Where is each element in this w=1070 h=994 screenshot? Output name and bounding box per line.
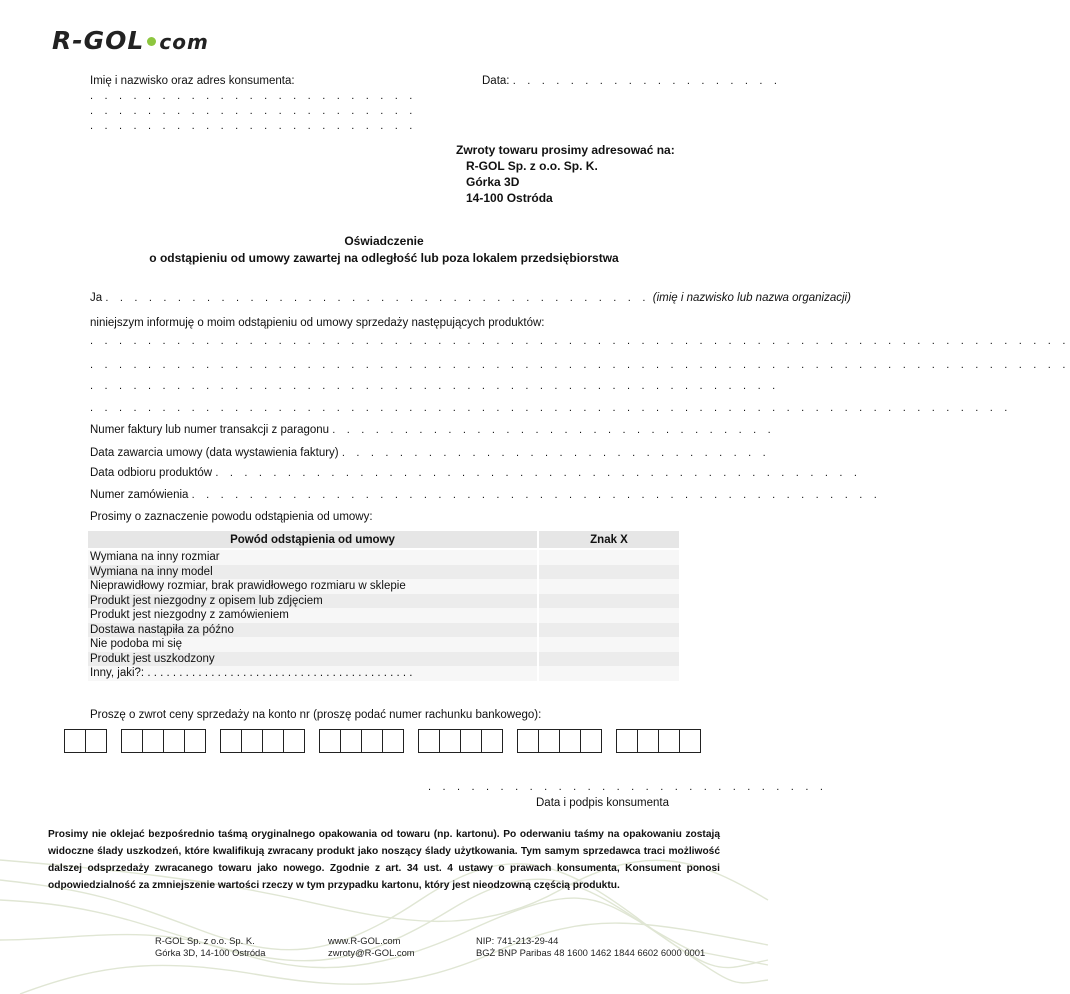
- refund-prompt: Proszę o zwrot ceny sprzedaży na konto nr (proszę podać numer rachunku bankowego):: [90, 709, 542, 721]
- products-line-2[interactable]: . . . . . . . . . . . . . . . . . . . . . . . . . . . . . . . . . . . . . . . . . . . . . . . . . . . . . . . . . . . . . . . . . . . .: [90, 359, 1070, 371]
- title-line-1: Oświadczenie: [344, 234, 424, 248]
- return-address: [456, 142, 675, 206]
- reason-mark-cell[interactable]: [538, 666, 679, 681]
- reason-mark-cell[interactable]: [538, 637, 679, 652]
- contract-date-dots: . . . . . . . . . . . . . . . . . . . . . . . . . . . . . .: [341, 447, 770, 459]
- date-dots: . . . . . . . . . . . . . . . . . . .: [512, 75, 782, 87]
- footer-bank-account: BGŻ BNP Paribas 48 1600 1462 1844 6602 6000 0001: [476, 947, 706, 958]
- footer-email[interactable]: zwroty@R-GOL.com: [328, 947, 415, 958]
- reason-prompt: Prosimy o zaznaczenie powodu odstąpienia od umowy:: [90, 511, 373, 523]
- mark-column-header: Znak X: [538, 531, 679, 549]
- inform-text: niniejszym informuję o moim odstąpieniu od umowy sprzedaży następujących produktów:: [90, 317, 545, 329]
- logo-domain: com: [159, 30, 209, 54]
- table-row: [88, 594, 679, 609]
- reason-label: Nie podoba mi się: [88, 637, 538, 652]
- products-line-4[interactable]: . . . . . . . . . . . . . . . . . . . . . . . . . . . . . . . . . . . . . . . . . . . . . . . . . . . . . . . . . . . . . . . .: [90, 402, 1012, 414]
- ja-hint: (imię i nazwisko lub nazwa organizacji): [652, 292, 851, 304]
- account-digit-group[interactable]: [220, 729, 305, 753]
- footer-company-address: Górka 3D, 14-100 Ostróda: [155, 947, 266, 958]
- account-digit-group[interactable]: [319, 729, 404, 753]
- table-row: [88, 565, 679, 580]
- bank-account-boxes: [64, 729, 701, 753]
- reason-mark-cell[interactable]: [538, 623, 679, 638]
- consumer-line-1[interactable]: . . . . . . . . . . . . . . . . . . . . . . .: [90, 90, 417, 102]
- return-line-2: Górka 3D: [466, 175, 520, 189]
- company-logo: [52, 26, 209, 55]
- table-row: [88, 549, 679, 565]
- return-heading: Zwroty towaru prosimy adresować na:: [456, 143, 675, 157]
- contract-date-field[interactable]: [90, 447, 770, 459]
- order-label: Numer zamówienia: [90, 489, 189, 501]
- logo-text: R-GOL: [52, 26, 145, 55]
- date-field[interactable]: [482, 75, 781, 87]
- reason-label: Produkt jest niezgodny z opisem lub zdjęciem: [88, 594, 538, 609]
- table-row: [88, 666, 679, 681]
- signature-label: Data i podpis konsumenta: [536, 797, 669, 809]
- consumer-label: Imię i nazwisko oraz adres konsumenta:: [90, 75, 295, 87]
- reason-mark-cell[interactable]: [538, 594, 679, 609]
- reason-label: Dostawa nastąpiła za późno: [88, 623, 538, 638]
- footer-company: [155, 935, 265, 959]
- invoice-label: Numer faktury lub numer transakcji z paragonu: [90, 424, 330, 436]
- invoice-dots: . . . . . . . . . . . . . . . . . . . . . . . . . . . . . . .: [332, 424, 775, 436]
- table-row: [88, 579, 679, 594]
- reason-label: Wymiana na inny model: [88, 565, 538, 580]
- consumer-line-3[interactable]: . . . . . . . . . . . . . . . . . . . . . . .: [90, 120, 417, 132]
- products-line-1[interactable]: . . . . . . . . . . . . . . . . . . . . . . . . . . . . . . . . . . . . . . . . . . . . . . . . . . . . . . . . . . . . . . . . . . . .: [90, 335, 1070, 347]
- order-dots: . . . . . . . . . . . . . . . . . . . . . . . . . . . . . . . . . . . . . . . . . . . . . . . .: [191, 489, 881, 501]
- reason-label: Produkt jest uszkodzony: [88, 652, 538, 667]
- receipt-date-label: Data odbioru produktów: [90, 467, 213, 479]
- title-line-2: o odstąpieniu od umowy zawartej na odległość lub poza lokalem przedsiębiorstwa: [149, 251, 619, 265]
- footer-nip: NIP: 741-213-29-44: [476, 935, 559, 946]
- name-field[interactable]: [90, 292, 851, 304]
- return-line-1: R-GOL Sp. z o.o. Sp. K.: [466, 159, 598, 173]
- reason-column-header: Powód odstąpienia od umowy: [88, 531, 538, 549]
- products-line-3[interactable]: . . . . . . . . . . . . . . . . . . . . . . . . . . . . . . . . . . . . . . . . . . . . . . . .: [90, 380, 780, 392]
- document-title: [0, 233, 768, 267]
- table-row: [88, 652, 679, 667]
- reason-table: [88, 531, 679, 681]
- account-digit-group[interactable]: [64, 729, 107, 753]
- account-digit-group[interactable]: [418, 729, 503, 753]
- account-digit-group[interactable]: [121, 729, 206, 753]
- table-row: [88, 623, 679, 638]
- account-digit-group[interactable]: [517, 729, 602, 753]
- return-line-3: 14-100 Ostróda: [466, 191, 553, 205]
- table-row: [88, 608, 679, 623]
- reason-mark-cell[interactable]: [538, 579, 679, 594]
- reason-label: Produkt jest niezgodny z zamówieniem: [88, 608, 538, 623]
- table-row: [88, 637, 679, 652]
- receipt-date-field[interactable]: [90, 467, 861, 479]
- order-number-field[interactable]: [90, 489, 881, 501]
- reason-mark-cell[interactable]: [538, 549, 679, 565]
- reason-label: Inny, jaki?: . . . . . . . . . . . . . . . . . . . . . . . . . . . . . . . . . . . . . . . . . .: [88, 666, 538, 681]
- consumer-line-2[interactable]: . . . . . . . . . . . . . . . . . . . . . . .: [90, 105, 417, 117]
- ja-label: Ja: [90, 292, 103, 304]
- footer-website[interactable]: www.R-GOL.com: [328, 935, 401, 946]
- footer-company-name: R-GOL Sp. z o.o. Sp. K.: [155, 935, 255, 946]
- invoice-field[interactable]: [90, 424, 775, 436]
- reason-mark-cell[interactable]: [538, 565, 679, 580]
- reason-label: Nieprawidłowy rozmiar, brak prawidłowego rozmiaru w sklepie: [88, 579, 538, 594]
- date-label: Data:: [482, 75, 510, 87]
- reason-mark-cell[interactable]: [538, 608, 679, 623]
- footer-bank: [476, 935, 705, 959]
- signature-dots[interactable]: . . . . . . . . . . . . . . . . . . . . . . . . . . . .: [428, 781, 828, 793]
- footer-contact: [328, 935, 415, 959]
- logo-dot: [147, 37, 156, 46]
- reason-mark-cell[interactable]: [538, 652, 679, 667]
- receipt-date-dots: . . . . . . . . . . . . . . . . . . . . . . . . . . . . . . . . . . . . . . . . . . . . .: [215, 467, 862, 479]
- reason-label: Wymiana na inny rozmiar: [88, 549, 538, 565]
- ja-dots: . . . . . . . . . . . . . . . . . . . . . . . . . . . . . . . . . . . . . .: [105, 292, 650, 304]
- packaging-notice: Prosimy nie oklejać bezpośrednio taśmą oryginalnego opakowania od towaru (np. kartonu). Po oderwaniu taśmy na opakowaniu zostają widoczne ślady uszkodzeń, które kwalifikują zwracany produkt jako noszący ślady użytkowania. Tym samym sprzedawca traci możliwość dalszej odsprzedaży zwracanego towaru jako nowego. Zgodnie z art. 34 ust. 4 ustawy o prawach konsumenta, Konsument ponosi odpowiedzialność za zmniejszenie wartości rzeczy w tym przypadku kartonu, który jest nieodzowną częścią produktu.: [48, 829, 720, 891]
- account-digit-group[interactable]: [616, 729, 701, 753]
- contract-date-label: Data zawarcia umowy (data wystawienia faktury): [90, 447, 339, 459]
